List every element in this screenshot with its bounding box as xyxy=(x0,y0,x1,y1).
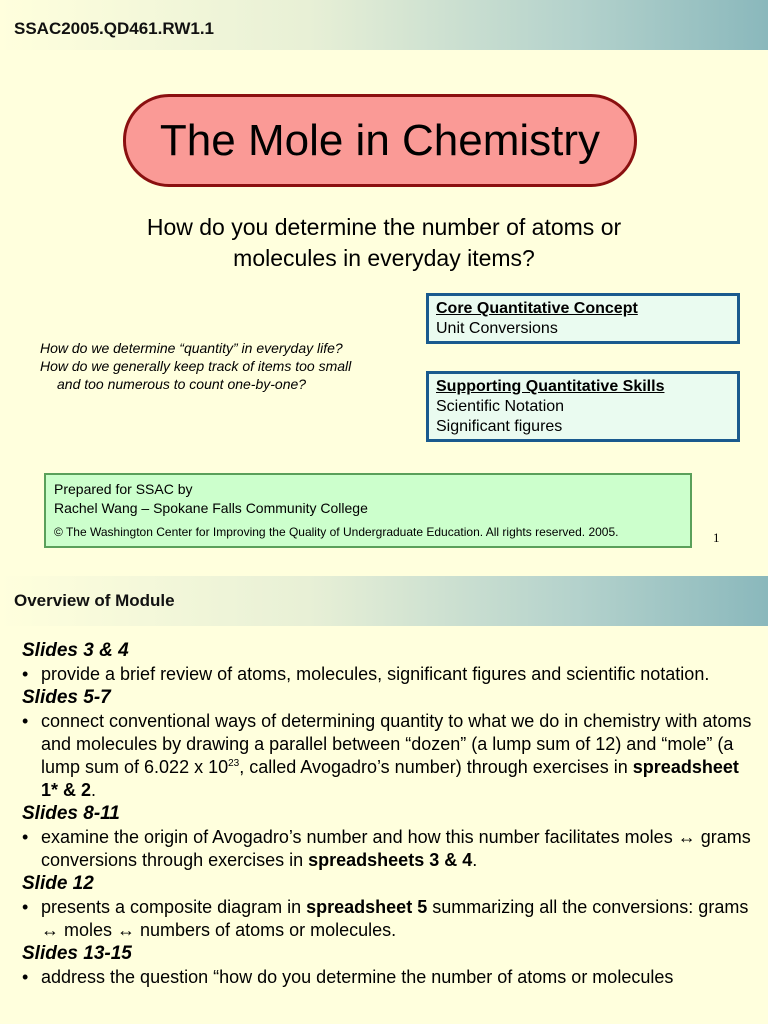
bullet-marker: • xyxy=(22,664,29,684)
section-heading: Slides 5-7 xyxy=(22,687,111,708)
supporting-skill-item: Scientific Notation xyxy=(436,398,565,415)
page-title: The Mole in Chemistry xyxy=(159,115,601,165)
bullet-marker: • xyxy=(22,967,29,987)
core-concept-item: Unit Conversions xyxy=(436,320,558,337)
slide-header-bar xyxy=(0,576,768,626)
spreadsheet-ref: spreadsheets 3 & 4 xyxy=(308,850,473,870)
exponent: 23 xyxy=(228,758,240,769)
spreadsheet-ref: spreadsheet 1* & 2 xyxy=(41,757,739,800)
section-heading: Slides 8-11 xyxy=(22,803,120,824)
bullet-marker: • xyxy=(22,827,29,847)
slide-header-bar xyxy=(0,0,768,50)
title-banner xyxy=(123,94,637,187)
question-line: How do we determine “quantity” in everyday life? xyxy=(40,340,343,356)
list-item: • connect conventional ways of determining quantity to what we do in chemistry with atoms and molecules by drawing a parallel between “dozen” (a lump sum of 12) and “mole” (a lump sum of 6.022 x $10^{23}$, called Avogadro’s number) through exercises in spreadsheet 1* & 2. xyxy=(22,711,752,800)
prepared-for: Prepared for SSAC by xyxy=(54,481,193,497)
subtitle-line: molecules in everyday items? xyxy=(233,245,535,271)
overview-slide xyxy=(0,576,768,1024)
core-concept-box xyxy=(426,293,740,344)
list-item: • provide a brief review of atoms, molecules, significant figures and scientific notation. xyxy=(22,664,710,684)
supporting-skill-item: Significant figures xyxy=(436,418,563,435)
question-line: How do we generally keep track of items too small xyxy=(40,358,352,374)
page-number: 1 xyxy=(713,530,720,545)
slide-heading: Overview of Module xyxy=(14,591,175,610)
supporting-skills-heading: Supporting Quantitative Skills xyxy=(436,378,665,395)
section-heading: Slide 12 xyxy=(22,873,94,894)
subtitle-line: How do you determine the number of atoms or xyxy=(146,214,622,240)
question-line: and too numerous to count one-by-one? xyxy=(57,376,307,392)
section-heading: Slides 13-15 xyxy=(22,943,132,964)
list-item: • examine the origin of Avogadro’s number and how this number facilitates moles ↔ grams conversions through exercises in spreadsheets 3 & 4. xyxy=(22,827,751,870)
section-heading: Slides 3 & 4 xyxy=(22,640,129,661)
bullet-marker: • xyxy=(22,711,29,731)
copyright: © The Washington Center for Improving the Quality of Undergraduate Education. All rights reserved. 2005. xyxy=(54,525,619,539)
slide-code: SSAC2005.QD461.RW1.1 xyxy=(14,19,215,38)
credits-box xyxy=(44,473,692,548)
list-item: • address the question “how do you determine the number of atoms or molecules xyxy=(22,967,674,987)
core-concept-heading: Core Quantitative Concept xyxy=(436,300,638,317)
overview-list xyxy=(22,639,752,989)
bullet-marker: • xyxy=(22,897,29,917)
supporting-skills-box xyxy=(426,371,740,442)
author: Rachel Wang – Spokane Falls Community College xyxy=(54,500,368,516)
list-item: • presents a composite diagram in spreadsheet 5 summarizing all the conversions: grams ↔ moles ↔ numbers of atoms or molecules. xyxy=(22,897,749,940)
guiding-questions xyxy=(40,339,420,393)
subtitle xyxy=(60,212,708,274)
spreadsheet-ref: spreadsheet 5 xyxy=(306,897,428,917)
